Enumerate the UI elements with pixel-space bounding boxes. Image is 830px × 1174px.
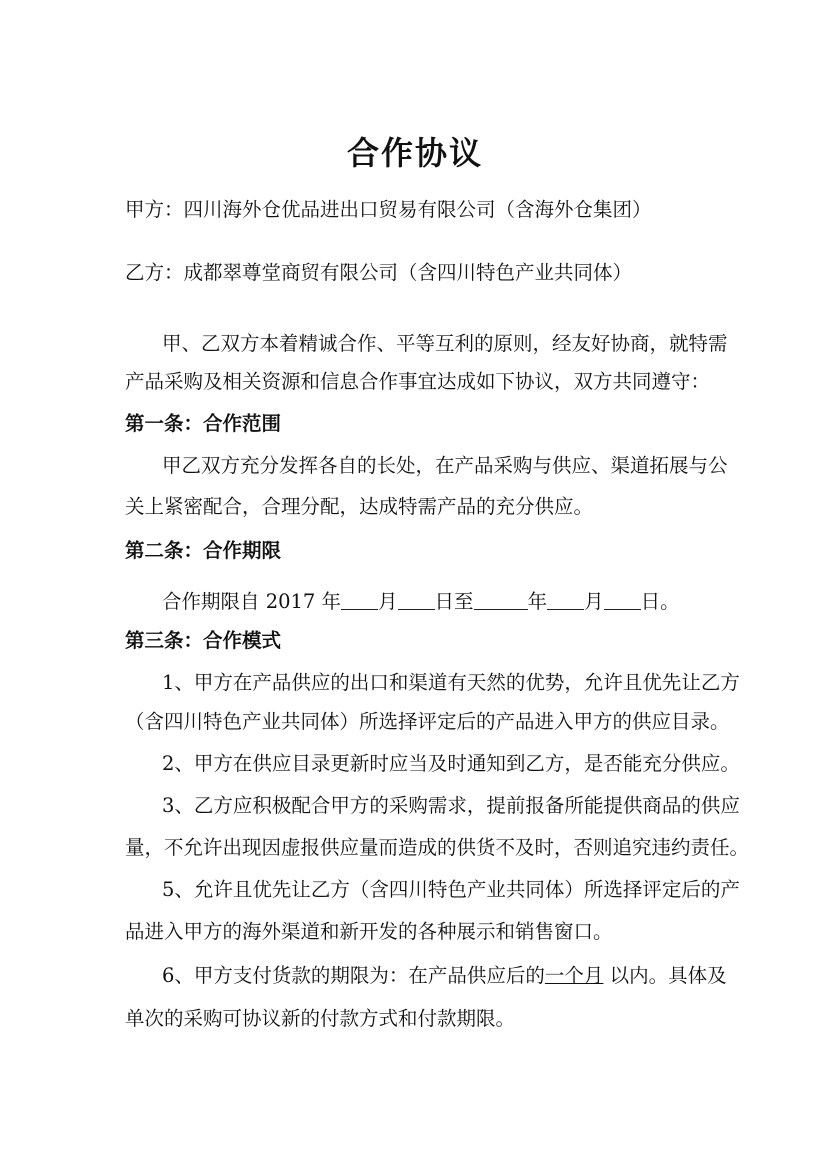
clause-line: 量，不允许出现因虚报供应量而造成的供货不及时，否则追究违约责任。 <box>125 836 750 859</box>
year-label: 年 <box>527 590 548 613</box>
term-prefix: 合作期限自 2017 年 <box>162 590 342 613</box>
party-b: 乙方：成都翠尊堂商贸有限公司（含四川特色产业共同体） <box>125 261 633 284</box>
clause-text: 以内。具体及 <box>603 964 727 987</box>
clause-line: 2、甲方在供应目录更新时应当及时通知到乙方，是否能充分供应。 <box>162 752 740 775</box>
month-blank[interactable] <box>547 589 584 610</box>
month-blank[interactable] <box>341 589 378 610</box>
year-blank[interactable] <box>474 589 528 610</box>
day-label: 日至 <box>434 590 474 613</box>
intro-line: 产品采购及相关资源和信息合作事宜达成如下协议，双方共同遵守： <box>125 370 711 393</box>
clause-line: （含四川特色产业共同体）所选择评定后的产品进入甲方的供应目录。 <box>125 710 730 733</box>
clause-line <box>162 964 727 988</box>
payment-term: 一个月 <box>544 964 604 987</box>
section-heading: 第一条：合作范围 <box>125 412 282 435</box>
day-blank[interactable] <box>398 589 435 610</box>
document-title: 合作协议 <box>346 134 483 172</box>
intro-line: 甲、乙双方本着精诚合作、平等互利的原则，经友好协商，就特需 <box>162 332 728 355</box>
clause-line: 3、乙方应积极配合甲方的采购需求，提前报备所能提供商品的供应 <box>162 794 740 817</box>
clause-line: 品进入甲方的海外渠道和新开发的各种展示和销售窗口。 <box>125 920 613 943</box>
clause-line: 1、甲方在产品供应的出口和渠道有天然的优势，允许且优先让乙方 <box>162 671 740 694</box>
clause-text: 6、甲方支付货款的期限为：在产品供应后的 <box>162 964 545 987</box>
month-label: 月 <box>584 590 604 613</box>
month-label: 月 <box>378 590 398 613</box>
clause-line: 单次的采购可协议新的付款方式和付款期限。 <box>125 1007 516 1030</box>
day-blank[interactable] <box>604 589 641 610</box>
paragraph-line: 关上紧密配合，合理分配，达成特需产品的充分供应。 <box>125 495 594 518</box>
term-line <box>162 589 680 614</box>
day-label: 日。 <box>640 590 680 613</box>
section-heading: 第三条：合作模式 <box>125 629 282 652</box>
paragraph-line: 甲乙双方充分发挥各自的长处，在产品采购与供应、渠道拓展与公 <box>162 454 728 477</box>
section-heading: 第二条：合作期限 <box>125 539 282 562</box>
party-a: 甲方：四川海外仓优品进出口贸易有限公司（含海外仓集团） <box>125 198 652 221</box>
clause-line: 5、允许且优先让乙方（含四川特色产业共同体）所选择评定后的产 <box>162 878 740 901</box>
